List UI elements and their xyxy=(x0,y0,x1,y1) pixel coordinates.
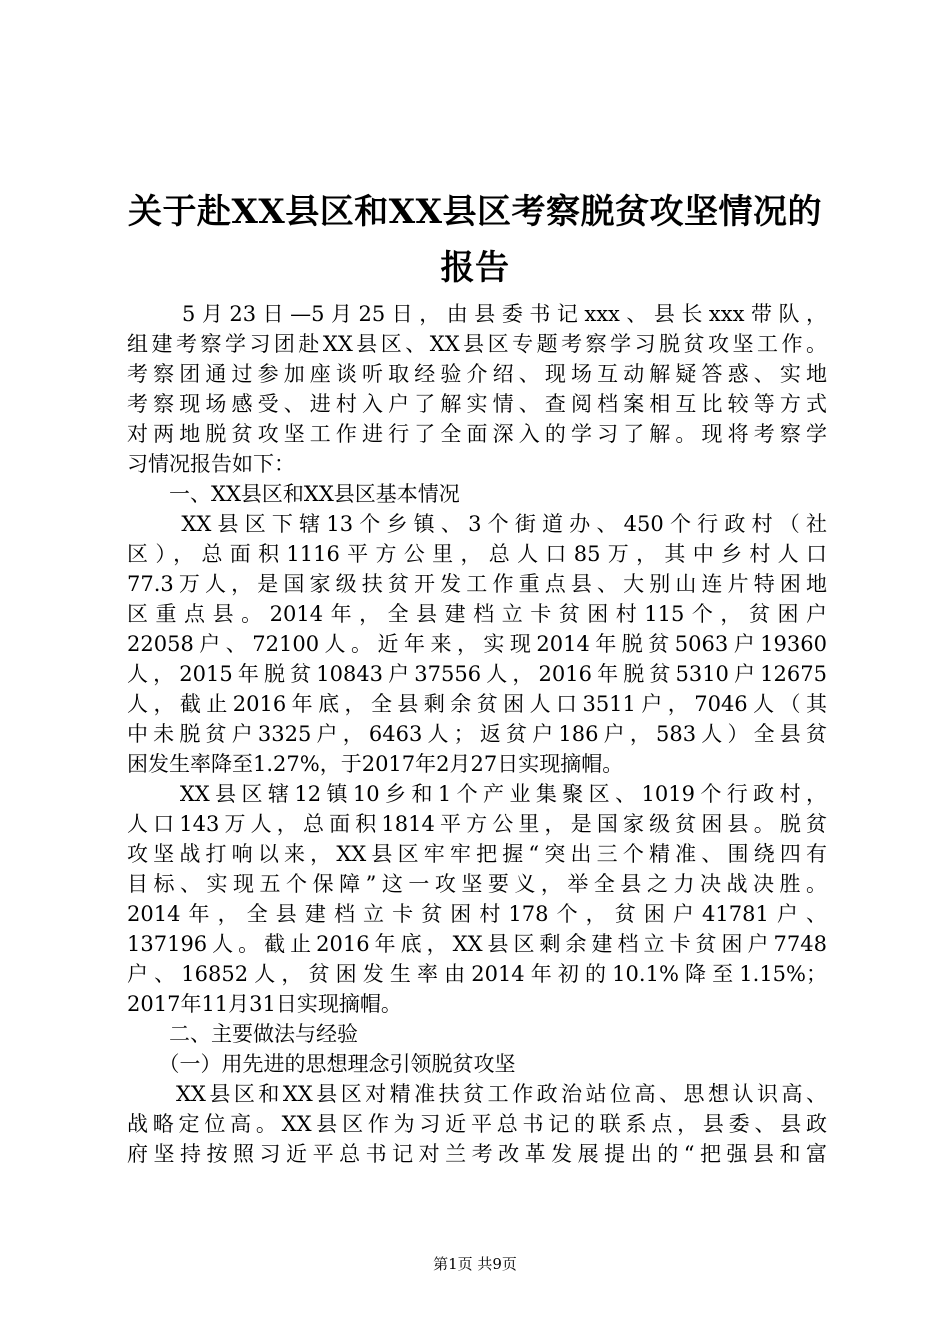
body-line: 目标、实现五个保障”这一攻坚要义，举全县之力决战决胜。 xyxy=(127,872,827,896)
body-line: 区重点县。2014年，全县建档立卡贫困村115个，贫困户 xyxy=(127,602,827,626)
body-line: XX县区和XX县区对精准扶贫工作政治站位高、思想认识高、 xyxy=(127,1082,827,1106)
body-line: 5月23日—5月25日，由县委书记xxx、县长xxx带队， xyxy=(127,302,827,326)
body-line: XX县区辖12镇10乡和1个产业集聚区、1019个行政村， xyxy=(127,782,827,806)
body-line: 区），总面积1116平方公里，总人口85万，其中乡村人口 xyxy=(127,542,827,566)
body-line: 人，截止2016年底，全县剩余贫困人口3511户，7046人（其 xyxy=(127,692,827,716)
body-line: 人，2015年脱贫10843户37556人，2016年脱贫5310户12675 xyxy=(127,662,827,686)
body-line: 77.3万人，是国家级扶贫开发工作重点县、大别山连片特困地 xyxy=(127,572,827,596)
body-line: 137196人。截止2016年底，XX县区剩余建档立卡贫困户7748 xyxy=(127,932,827,956)
subsection-heading: （一）用先进的思想理念引领脱贫攻坚 xyxy=(127,1052,516,1076)
page-footer: 第1页 共9页 xyxy=(433,1255,517,1273)
section-heading: 二、主要做法与经验 xyxy=(127,1022,358,1046)
body-line: 22058户、72100人。近年来，实现2014年脱贫5063户19360 xyxy=(127,632,827,656)
body-line: 考察现场感受、进村入户了解实情、查阅档案相互比较等方式 xyxy=(127,392,827,416)
body-line: 组建考察学习团赴XX县区、XX县区专题考察学习脱贫攻坚工作。 xyxy=(127,332,827,356)
body-line: 攻坚战打响以来，XX县区牢牢把握“突出三个精准、围绕四有 xyxy=(127,842,827,866)
body-line: 府坚持按照习近平总书记对兰考改革发展提出的“把强县和富 xyxy=(127,1142,827,1166)
body-line: 对两地脱贫攻坚工作进行了全面深入的学习了解。现将考察学 xyxy=(127,422,827,446)
body-line: 户、16852人，贫困发生率由2014年初的10.1%降至1.15%； xyxy=(127,962,827,986)
body-line: 人口143万人，总面积1814平方公里，是国家级贫困县。脱贫 xyxy=(127,812,827,836)
body-line: 困发生率降至1.27%，于2017年2月27日实现摘帽。 xyxy=(127,752,624,776)
body-line: XX县区下辖13个乡镇、3个街道办、450个行政村（社 xyxy=(127,512,827,536)
document-title-line-2: 报告 xyxy=(440,248,510,288)
body-line: 考察团通过参加座谈听取经验介绍、现场互动解疑答惑、实地 xyxy=(127,362,827,386)
document-title-line-1: 关于赴XX县区和XX县区考察脱贫攻坚情况的 xyxy=(127,192,823,232)
body-line: 战略定位高。XX县区作为习近平总书记的联系点，县委、县政 xyxy=(127,1112,827,1136)
body-line: 2017年11月31日实现摘帽。 xyxy=(127,992,402,1016)
body-line: 中未脱贫户3325户，6463人；返贫户186户，583人）全县贫 xyxy=(127,722,827,746)
section-heading: 一、XX县区和XX县区基本情况 xyxy=(127,482,460,506)
body-line: 2014年，全县建档立卡贫困村178个，贫困户41781户、 xyxy=(127,902,827,926)
body-line: 习情况报告如下： xyxy=(127,452,295,476)
